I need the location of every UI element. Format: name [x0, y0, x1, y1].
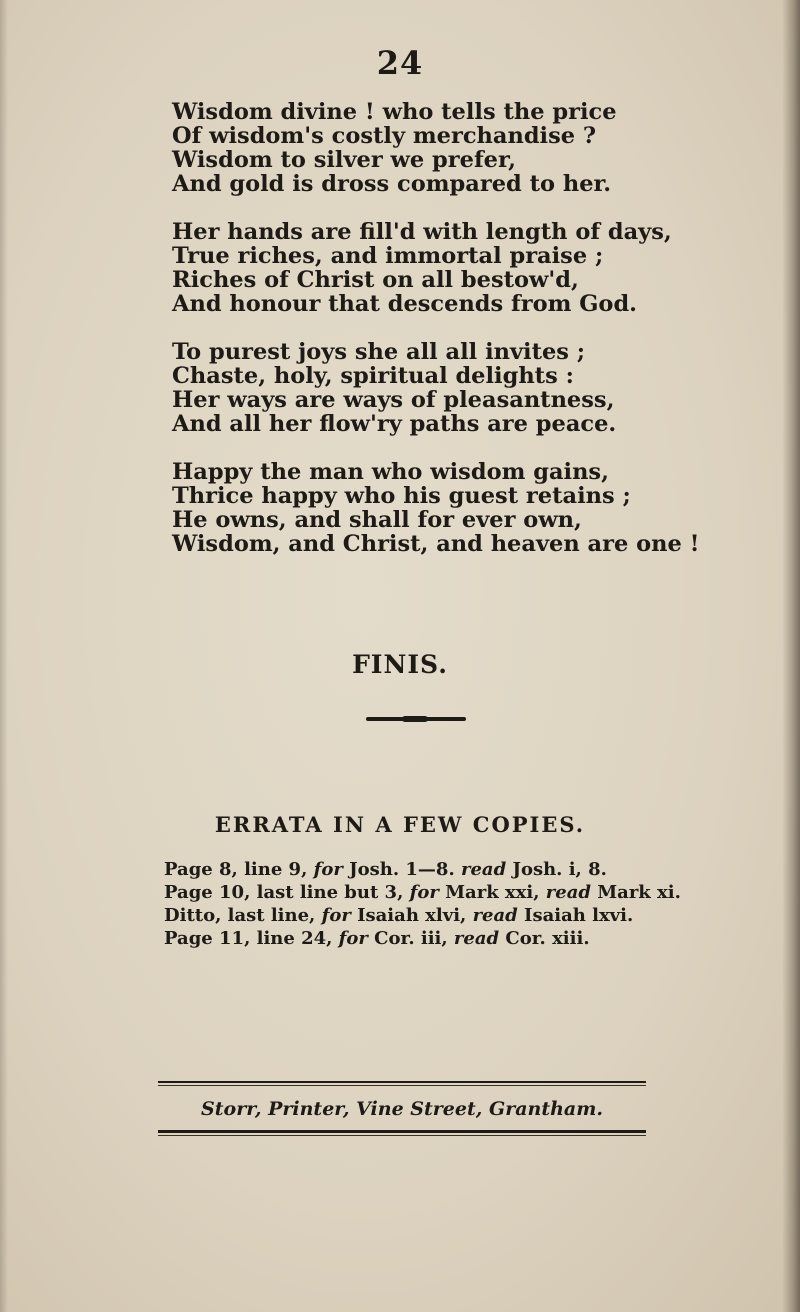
errata-text: Isaiah xlvi, [350, 905, 473, 926]
imprint-rule-bottom [158, 1130, 646, 1133]
errata-text: Cor. iii, [367, 928, 454, 949]
errata-text: Josh. i, 8. [506, 859, 607, 880]
poem-line: And gold is dross compared to her. [172, 171, 612, 197]
errata-text: Isaiah lxvi. [517, 905, 634, 926]
errata-text: Josh. 1—8. [342, 859, 461, 880]
stanza-1 [172, 100, 732, 196]
errata-entry [164, 858, 764, 881]
errata-for: for [313, 859, 343, 880]
page-number: 24 [376, 44, 424, 82]
stanza-2 [172, 220, 732, 316]
poem [172, 100, 732, 580]
printer-imprint: Storr, Printer, Vine Street, Grantham. [201, 1098, 603, 1120]
poem-line: Her ways are ways of pleasantness, [172, 387, 615, 413]
poem-line: Thrice happy who his guest retains ; [172, 483, 631, 509]
errata-for: for [409, 882, 439, 903]
errata-read: read [460, 859, 507, 880]
poem-line: Her hands are fill'd with length of days, [172, 219, 672, 245]
errata-list [164, 858, 764, 950]
errata-text: Page 8, line 9, [164, 859, 314, 880]
errata-text: Mark xxi, [438, 882, 546, 903]
errata-read: read [545, 882, 591, 903]
stanza-3 [172, 340, 732, 436]
errata-text: Page 11, line 24, [164, 928, 339, 949]
poem-line: True riches, and immortal praise ; [172, 243, 604, 269]
errata-text: Ditto, last line, [164, 905, 322, 926]
errata-entry [164, 881, 764, 904]
errata-read: read [472, 905, 518, 926]
poem-line: To purest joys she all all invites ; [172, 339, 586, 365]
errata-entry [164, 904, 764, 927]
poem-line: Wisdom divine ! who tells the price [172, 99, 617, 125]
poem-line: Wisdom, and Christ, and heaven are one ! [172, 531, 700, 557]
errata-for: for [321, 905, 351, 926]
errata-title: ERRATA IN A FEW COPIES. [214, 812, 586, 837]
imprint-rule-top [158, 1081, 646, 1083]
finis-heading: FINIS. [352, 650, 448, 679]
stanza-4 [172, 460, 732, 556]
errata-read: read [453, 928, 500, 949]
poem-line: Wisdom to silver we prefer, [172, 147, 517, 173]
poem-line: He owns, and shall for ever own, [172, 507, 582, 533]
errata-for: for [338, 928, 368, 949]
poem-line: Chaste, holy, spiritual delights : [172, 363, 574, 389]
poem-line: Riches of Christ on all bestow'd, [172, 267, 579, 293]
poem-line: Of wisdom's costly merchandise ? [172, 123, 597, 149]
errata-text: Cor. xiii. [499, 928, 590, 949]
errata-text: Mark xi. [590, 882, 681, 903]
errata-entry [164, 927, 764, 950]
poem-line: Happy the man who wisdom gains, [172, 459, 609, 485]
errata-text: Page 10, last line but 3, [164, 882, 410, 903]
ornamental-rule [366, 717, 466, 721]
poem-line: And all her flow'ry paths are peace. [172, 411, 617, 437]
poem-line: And honour that descends from God. [172, 291, 638, 317]
